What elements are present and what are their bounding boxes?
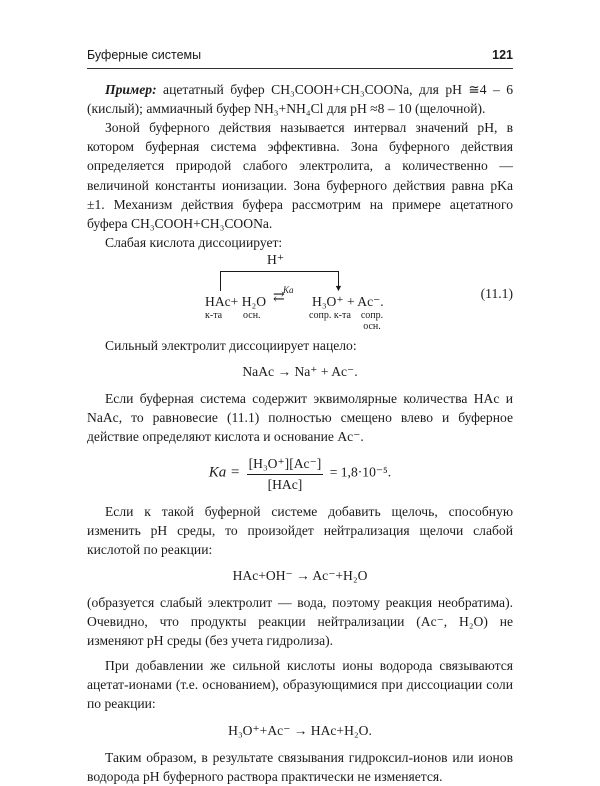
paragraph-strong-electrolyte: Сильный электролит диссоциирует нацело: (105, 337, 357, 353)
equation-acetate-binding: H₃O⁺+Ac⁻ → HAc+H₂O. (228, 722, 372, 738)
ka-denominator: [HAc] (267, 476, 303, 492)
example-label: Пример (105, 82, 153, 98)
label-base: осн. (243, 309, 261, 321)
ka-equation (87, 454, 513, 493)
dissociation-scheme (87, 251, 513, 332)
ph-range-basic: pH ≈8 – 10 (350, 101, 412, 117)
acetate-buffer-formula: CH₃COOH+CH₃COONa, (271, 82, 413, 98)
pka-range: pKa ±1 (87, 177, 513, 212)
running-header (87, 46, 513, 69)
proton-label: H⁺ (267, 251, 284, 267)
page-number: 121 (492, 48, 513, 62)
paragraph-weak-acid: Слабая кислота диссоциирует: (105, 234, 283, 250)
ph-range-acidic: pH ≅4 – 6 (445, 82, 514, 98)
bracket-arrow-down: ▼ (334, 282, 343, 293)
paragraph-conclusion: Таким образом, в результате связывания гидроксил-ионов или ионов водорода pH буферного раствора практически не изменяется. (87, 749, 513, 784)
ka-numerator: [H₃O⁺][Ac⁻] (247, 454, 324, 474)
chapter-title: Буферные системы (87, 48, 202, 62)
paragraph-example: Пример: ацетатный буфер CH₃COOH+CH₃COONa, для pH ≅4 – 6 (кислый); аммиачный буфер NH₃+NH₄Cl для pH ≈8 – 10 (щелочной). (87, 82, 514, 117)
paragraph-buffer-zone: Зоной буферного действия называется интервал значений рН, в котором буферная система эффективна. Зона буферного действия определяется природой слабого электролита, а количественно — величиной константы ионизации. Зона буферного действия равна pKa ±1. Механизм действия буфера рассмотрим на примере ацетатного буфера CH₃COOH+CH₃COONa. (87, 120, 513, 231)
bracket-left (220, 271, 221, 291)
equation-number: (11.1) (480, 285, 513, 301)
equation-naac: NaAc → Na⁺ + Ac⁻. (242, 364, 358, 380)
ka-over-arrow: Ka (283, 284, 294, 295)
equation-neutralization: HAc+OH⁻ → Ac⁻+H₂O (232, 567, 368, 583)
ka-fraction (247, 454, 324, 493)
equilibrium-arrows: ⇄ (273, 289, 285, 305)
label-conjugate-acid: сопр. к-та (309, 309, 351, 321)
ka-lhs: Ka = (208, 465, 241, 482)
label-conjugate-base: сопр. осн. (360, 309, 384, 332)
acetate-buffer-formula-2: CH₃COOH+CH₃COONa. (130, 215, 273, 231)
label-acid: к-та (205, 309, 223, 321)
scheme-left-side: HAc+ H₂O (205, 293, 267, 309)
ammonia-buffer-formula: NH₃+NH₄Cl (254, 101, 324, 117)
paragraph-add-acid: При добавлении же сильной кислоты ионы водорода связываются ацетат-ионами (т.е. основанием), образующимися при диссоциации соли по реакции: (87, 658, 513, 712)
paragraph-weak-electrolyte-water: (образуется слабый электролит — вода, поэтому реакция необратима). Очевидно, что продукты реакции нейтрализации (Ac⁻, H₂O) не изменяют pH среды (без учета гидролиза). (87, 594, 513, 649)
bracket-top (220, 271, 338, 272)
paragraph-equimolar: Если буферная система содержит эквимолярные количества HAc и NaAc, то равновесие (11.1) полностью смещено влево и буферное действие определяют кислота и основание Ac⁻. (87, 391, 513, 445)
scheme-right-side: H₃O⁺ + Ac⁻. (312, 293, 384, 309)
ka-value: = 1,8·10⁻⁵. (329, 465, 392, 481)
book-page (87, 46, 513, 786)
paragraph-add-alkali: Если к такой буферной системе добавить щелочь, способную изменить рН среды, то произойдет нейтрализация щелочи слабой кислотой по реакции: (87, 503, 513, 557)
